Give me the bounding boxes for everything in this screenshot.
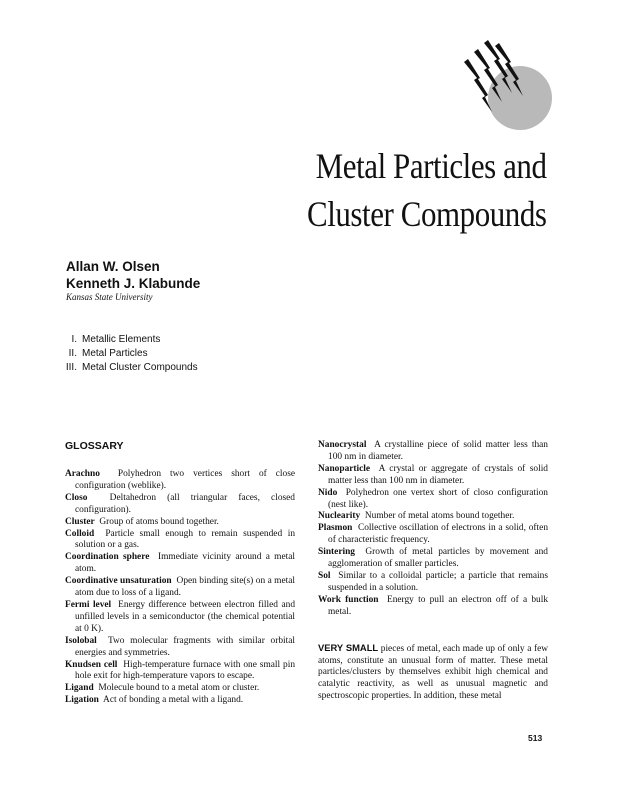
glossary-definition: Group of atoms bound together.: [99, 516, 219, 527]
glossary-entry: [65, 600, 295, 636]
lightning-bolts-emblem-icon: [462, 40, 552, 130]
glossary-definition: Open binding site(s) on a metal atom due to loss of a ligand.: [75, 576, 296, 599]
glossary-definition: Molecule bound to a metal atom or cluster.: [98, 683, 260, 694]
glossary-entry: [65, 517, 295, 529]
glossary-entry: [318, 547, 548, 571]
glossary-definition: Polyhedron one vertex short of closo configuration (nest like).: [328, 487, 548, 510]
chapter-title-line1: Metal Particles and: [316, 146, 547, 186]
glossary-term: Coordination sphere: [65, 552, 150, 563]
glossary-entry: [318, 595, 548, 619]
glossary-definition: Energy difference between electron filled and unfilled levels in a semiconductor (the chemical potential at 0 K).: [75, 599, 296, 634]
glossary-definition: Collective oscillation of electrons in a solid, often of characteristic frequency.: [328, 523, 549, 546]
glossary-definition: High-temperature furnace with one small pin hole exit for high-temperature vapors to escape.: [75, 659, 296, 682]
glossary-definition: Polyhedron two vertices short of close configuration (weblike).: [75, 469, 295, 491]
glossary-entry: [65, 660, 295, 684]
intro-lead-in: VERY SMALL: [318, 641, 379, 653]
chapter-title-line2: Cluster Compounds: [307, 194, 547, 234]
outline-item: [62, 361, 198, 375]
glossary-entry: [65, 636, 295, 660]
glossary-term: Work function: [318, 594, 379, 605]
glossary-term: Coordinative unsaturation: [65, 576, 172, 587]
glossary-definition: Immediate vicinity around a metal atom.: [75, 552, 296, 575]
glossary-entry: [65, 695, 295, 707]
glossary-term: Ligand: [65, 683, 94, 694]
glossary-definition: Act of bonding a metal with a ligand.: [103, 695, 244, 706]
glossary-term: Ligation: [65, 695, 99, 706]
glossary-entry: [318, 571, 548, 595]
chapter-outline: [62, 333, 198, 375]
glossary-definition: A crystal or aggregate of crystals of solid matter less than 100 nm in diameter.: [328, 463, 548, 486]
glossary-entry: [65, 683, 295, 695]
glossary-definition: Similar to a colloidal particle; a particle that remains suspended in a solution.: [328, 570, 548, 593]
glossary-entry: [318, 464, 548, 488]
glossary-term: Nido: [318, 487, 338, 498]
glossary-left-column: [65, 440, 295, 707]
glossary-definition: Particle small enough to remain suspended in solution or a gas.: [75, 528, 296, 551]
author-list: [66, 258, 200, 292]
glossary-term: Nuclearity: [318, 511, 361, 522]
glossary-term: Nanoparticle: [318, 463, 371, 474]
glossary-entry: [65, 552, 295, 576]
intro-text: pieces of metal, each made up of only a few atoms, constitute an unusual form of matter. These metal particles/clusters by themselves exhibit high chemical and catalytic reactivity, as well as unusual magnetic and spectroscopic properties. In addition, these metal: [318, 643, 548, 702]
glossary-entry: [318, 511, 548, 523]
glossary-term: Nanocrystal: [318, 440, 367, 450]
glossary-term: Fermi level: [65, 599, 112, 610]
glossary-definition: Energy to pull an electron off of a bulk metal.: [328, 594, 549, 617]
glossary-definition: Deltahedron (all triangular faces, closed configuration).: [75, 492, 295, 515]
glossary-definition: Number of metal atoms bound together.: [364, 511, 515, 522]
glossary-definition: Growth of metal particles by movement and agglomeration of smaller particles.: [328, 547, 548, 570]
author-affiliation: Kansas State University: [66, 292, 153, 302]
glossary-entry: [318, 440, 548, 464]
glossary-term: Plasmon: [318, 523, 353, 534]
outline-item-label: Metal Particles: [82, 348, 148, 359]
glossary-term: Arachno: [65, 469, 100, 479]
glossary-term: Closo: [65, 492, 88, 503]
glossary-term: Sintering: [318, 547, 355, 558]
glossary-term: Cluster: [65, 516, 95, 527]
glossary-heading: GLOSSARY: [65, 440, 124, 452]
glossary-entry: [65, 576, 295, 600]
outline-item-number: II.: [68, 348, 77, 359]
glossary-definition: A crystalline piece of solid matter less than 100 nm in diameter.: [328, 440, 548, 462]
glossary-right-column: [318, 440, 548, 703]
glossary-entry: [318, 488, 548, 512]
page-number: 513: [528, 733, 543, 743]
glossary-term: Sol: [318, 570, 331, 581]
glossary-term: Colloid: [65, 528, 95, 539]
author-name: Kenneth J. Klabunde: [66, 276, 201, 291]
glossary-entry: [65, 529, 295, 553]
glossary-term: Knudsen cell: [65, 659, 118, 670]
intro-paragraph: [318, 642, 548, 704]
outline-item-number: I.: [71, 334, 77, 345]
glossary-entry: [318, 523, 548, 547]
chapter-title: [307, 142, 547, 238]
glossary-entry: [65, 469, 295, 493]
outline-item-number: III.: [65, 362, 77, 373]
outline-item-label: Metallic Elements: [82, 334, 161, 345]
outline-item-label: Metal Cluster Compounds: [82, 362, 198, 373]
glossary-term: Isolobal: [65, 635, 97, 646]
outline-item: [62, 347, 198, 361]
outline-item: [62, 333, 198, 347]
glossary-definition: Two molecular fragments with similar orbital energies and symmetries.: [75, 635, 295, 658]
glossary-entry: [65, 493, 295, 517]
author-name: Allan W. Olsen: [66, 259, 160, 274]
